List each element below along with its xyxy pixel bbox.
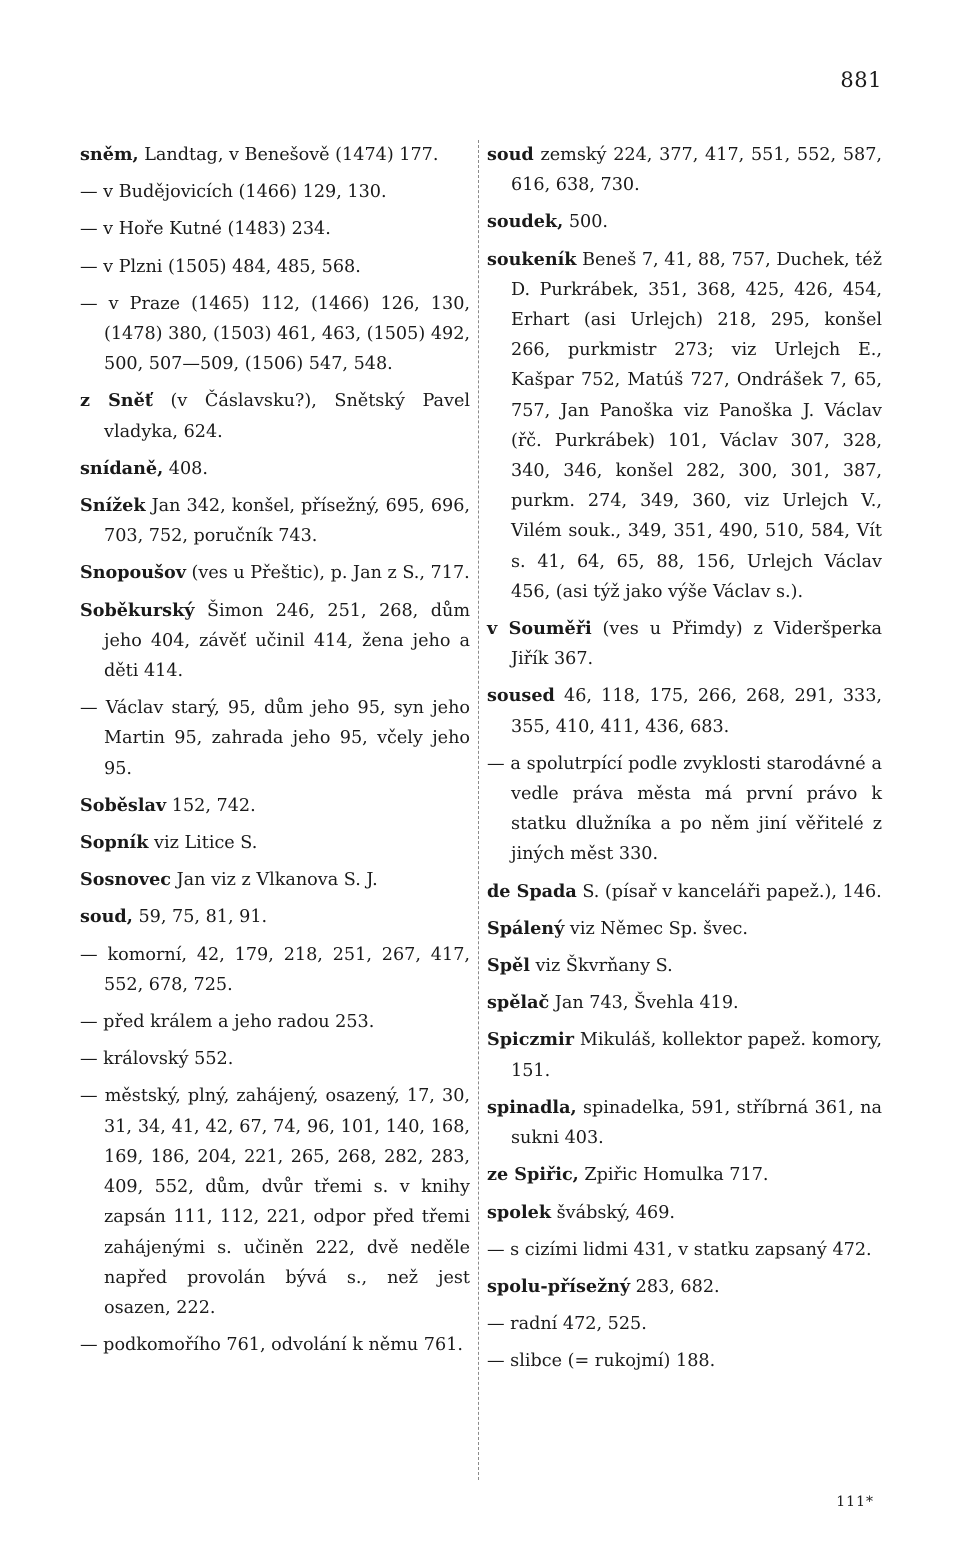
entry-headword: Spěl (487, 955, 530, 977)
index-entry (487, 877, 882, 907)
entry-text: — slibce (= rukojmí) 188. (487, 1351, 716, 1372)
entry-text: — s cizími lidmi 431, v statku zapsaný 472. (487, 1239, 872, 1260)
index-column-left (80, 140, 470, 1367)
entry-headword: Snopoušov (80, 562, 186, 584)
index-column-right (487, 140, 882, 1384)
index-entry (80, 491, 470, 551)
entry-text: spinadelka, 591, stříbrná 361, na sukni 403. (511, 1097, 882, 1149)
entry-text: — v Budějovicích (1466) 129, 130. (80, 182, 387, 203)
entry-text: švábský, 469. (551, 1202, 675, 1223)
index-entry (80, 1044, 470, 1074)
index-entry (487, 1346, 882, 1376)
entry-text: — v Praze (1465) 112, (1466) 126, 130, (1478) 380, (1503) 461, 463, (1505) 492, 500, 507—509, (1506) 547, 548. (80, 293, 470, 375)
index-entry (80, 558, 470, 588)
entry-text: 46, 118, 175, 266, 268, 291, 333, 355, 410, 411, 436, 683. (511, 686, 882, 737)
index-entry (80, 940, 470, 1000)
entry-text: viz Škvrňany S. (529, 956, 673, 977)
entry-headword: Sopník (80, 832, 149, 854)
entry-text: viz Němec Sp. švec. (564, 918, 749, 939)
entry-headword: Snížek (80, 495, 146, 517)
entry-text: — městský, plný, zahájený, osazený, 17, 30, 31, 34, 41, 42, 67, 74, 96, 101, 140, 168, 169, 186, 204, 221, 265, 268, 282, 283, 409, 552, dům, dvůr třemi s. v knihy zapsán 111, 112, 221, odpor před třemi zahájenými s. učiněn 222, dvě neděle napřed provolán bývá s., než jest osazen, 222. (80, 1086, 470, 1318)
index-entry (487, 1025, 882, 1085)
entry-text: 500. (563, 212, 609, 233)
index-entry (80, 177, 470, 207)
entry-headword: spinadla, (487, 1096, 577, 1118)
index-entry (80, 1081, 470, 1323)
entry-headword: snídaně, (80, 457, 164, 479)
entry-text: 59, 75, 81, 91. (132, 907, 268, 928)
index-entry (487, 1309, 882, 1339)
entry-headword: soused (487, 685, 555, 707)
entry-headword: ze Spiřic, (487, 1164, 579, 1186)
entry-headword: Soběslav (80, 794, 167, 816)
index-entry (487, 1160, 882, 1190)
index-entry (487, 207, 882, 237)
entry-text: Zpiřic Homulka 717. (578, 1165, 769, 1186)
entry-headword: soudek, (487, 211, 564, 233)
entry-text: — Václav starý, 95, dům jeho 95, syn jeho Martin 95, zahrada jeho 95, včely jeho 95. (80, 698, 470, 779)
entry-text: Landtag, v Benešově (1474) 177. (138, 145, 439, 165)
entry-text: Jan 743, Švehla 419. (549, 993, 739, 1014)
entry-headword: de Spada (487, 880, 577, 902)
index-entry (80, 596, 470, 687)
entry-text: — radní 472, 525. (487, 1314, 647, 1335)
index-entry (80, 865, 470, 895)
entry-headword: soukeník (487, 248, 577, 270)
entry-text: (ves u Přimdy) z Videršperka Jiřík 367. (511, 619, 882, 670)
entry-text: zemský 224, 377, 417, 551, 552, 587, 616, 638, 730. (511, 145, 882, 196)
entry-text: — komorní, 42, 179, 218, 251, 267, 417, 552, 678, 725. (80, 944, 470, 995)
entry-text: (ves u Přeštic), p. Jan z S., 717. (185, 563, 470, 584)
entry-text: — před králem a jeho radou 253. (80, 1012, 375, 1033)
entry-text: — podkomořího 761, odvolání k němu 761. (80, 1335, 463, 1356)
index-entry (487, 614, 882, 674)
entry-text: 152, 742. (166, 795, 256, 816)
entry-headword: soud (487, 144, 534, 165)
index-entry (80, 454, 470, 484)
entry-headword: v Souměři (487, 618, 592, 640)
index-entry (487, 245, 882, 607)
index-entry (80, 1007, 470, 1037)
entry-text: — a spolutrpící podle zvyklosti starodávné a vedle práva města má první právo k statku dlužníka a po něm jiní věřitelé z jiných měst 330. (487, 753, 882, 865)
index-entry (80, 386, 470, 446)
entry-headword: sněm, (80, 144, 139, 165)
index-entry (487, 1272, 882, 1302)
index-entry (487, 1235, 882, 1265)
index-entry (80, 693, 470, 784)
entry-text: Mikuláš, kollektor papež. komory, 151. (511, 1030, 882, 1081)
entry-headword: spolu-přísežný (487, 1275, 631, 1297)
entry-headword: spělač (487, 992, 550, 1014)
entry-text: 408. (163, 458, 208, 479)
entry-text: Jan viz z Vlkanova S. J. (171, 870, 378, 891)
index-entry (80, 828, 470, 858)
entry-headword: spolek (487, 1201, 552, 1223)
index-entry (487, 1093, 882, 1153)
index-entry (487, 749, 882, 870)
index-entry (80, 140, 470, 170)
page-number: 881 (840, 68, 882, 92)
index-entry (80, 1330, 470, 1360)
index-entry (80, 214, 470, 244)
entry-text: (v Čáslavsku?), Snětský Pavel vladyka, 624. (104, 391, 470, 442)
entry-headword: Soběkurský (80, 599, 195, 621)
column-divider (478, 140, 479, 1480)
entry-text: Jan 342, konšel, přísežný, 695, 696, 703, 752, poručník 743. (104, 496, 470, 547)
entry-headword: Sosnovec (80, 869, 172, 891)
index-entry (80, 289, 470, 380)
entry-headword: soud, (80, 906, 133, 928)
entry-text: — v Hoře Kutné (1483) 234. (80, 219, 331, 240)
entry-text: viz Litice S. (148, 833, 258, 854)
entry-headword: Spálený (487, 917, 565, 939)
index-entry (487, 914, 882, 944)
entry-text: 283, 682. (630, 1276, 720, 1297)
index-entry (487, 951, 882, 981)
entry-text: Šimon 246, 251, 268, dům jeho 404, závěť učinil 414, žena jeho a děti 414. (104, 600, 470, 682)
index-entry (487, 1198, 882, 1228)
index-entry (487, 140, 882, 200)
index-entry (80, 252, 470, 282)
index-entry (80, 902, 470, 932)
entry-headword: z Sněť (80, 390, 153, 412)
entry-headword: Spiczmir (487, 1029, 574, 1051)
entry-text: — královský 552. (80, 1049, 234, 1070)
entry-text: — v Plzni (1505) 484, 485, 568. (80, 256, 361, 277)
entry-text: Beneš 7, 41, 88, 757, Duchek, též D. Purkrábek, 351, 368, 425, 426, 454, Erhart (asi Urlejch) 218, 295, konšel 266, purkmistr 273; viz Urlejch E., Kašpar 752, Matúš 727, Ondrášek 7, 65, 757, Jan Panoška viz Panoška J. Václav (řč. Purkrábek) 101, Václav 307, 328, 340, 346, konšel 282, 300, 301, 387, purkm. 274, 349, 360, viz Urlejch V., Vilém souk., 349, 351, 490, 510, 584, Vít s. 41, 64, 65, 88, 156, Urlejch Václav 456, (asi týž jako výše Václav s.). (511, 249, 882, 602)
signature-mark: 111* (836, 1494, 874, 1510)
index-entry (80, 791, 470, 821)
index-entry (487, 681, 882, 741)
index-entry (487, 988, 882, 1018)
entry-text: S. (písař v kanceláři papež.), 146. (576, 881, 882, 902)
